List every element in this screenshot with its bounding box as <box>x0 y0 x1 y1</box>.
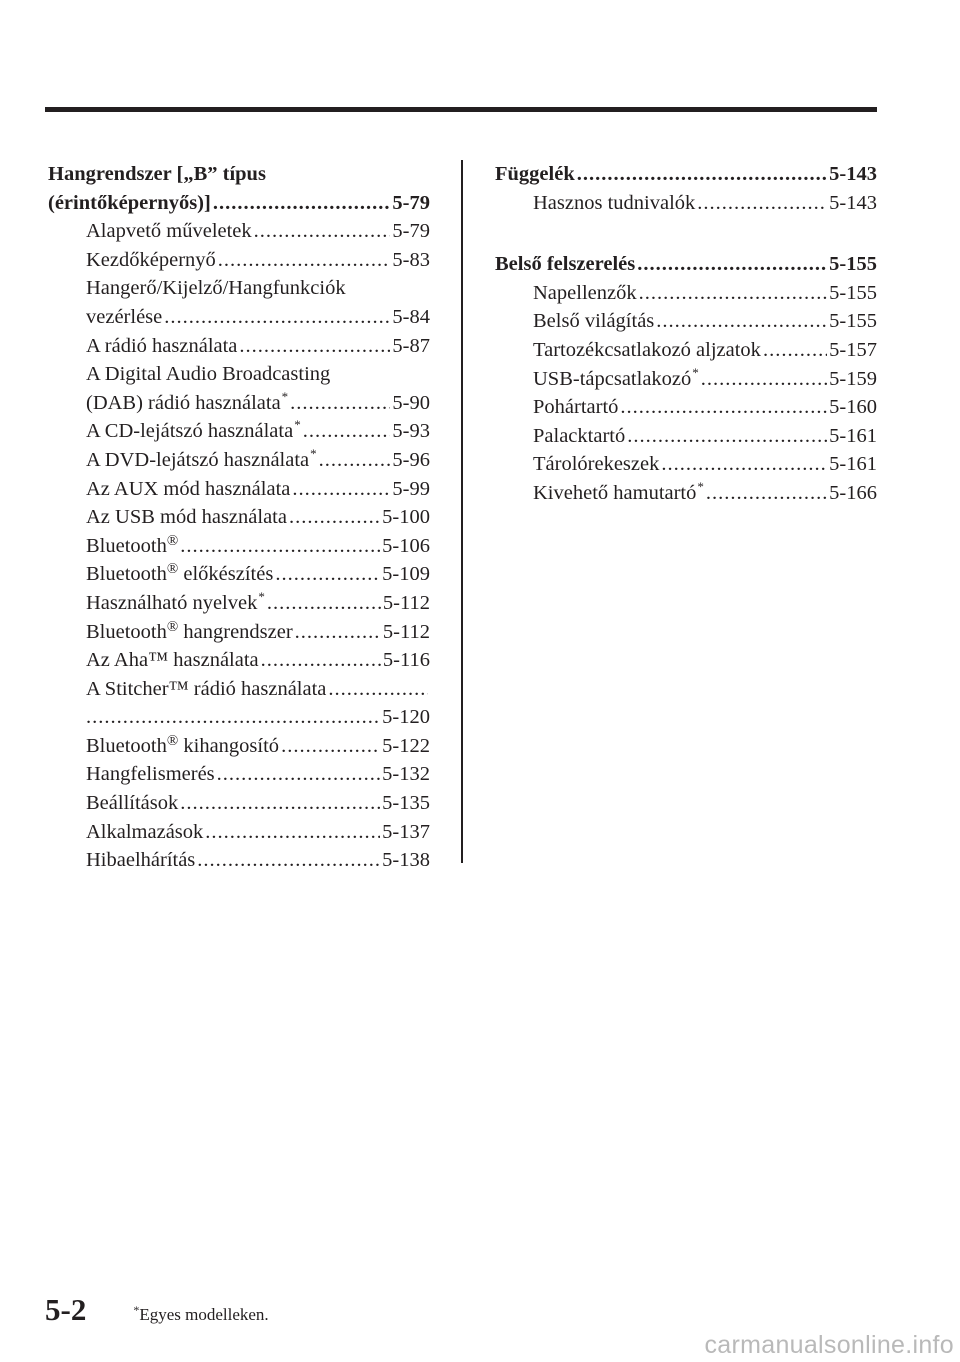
toc-entry[interactable]: Napellenzők ..... 5-155 <box>495 279 877 308</box>
page-footer <box>45 1292 269 1328</box>
footnote-marker: * <box>258 588 265 604</box>
toc-section-heading[interactable]: Függelék ..... 5-143 <box>495 160 877 189</box>
toc-entry[interactable]: Kivehető hamutartó* ..... 5-166 <box>495 479 877 508</box>
toc-entry[interactable]: Az USB mód használata ..... 5-100 <box>48 503 430 532</box>
toc-entry[interactable]: Bluetooth® ..... 5-106 <box>48 532 430 561</box>
footnote-marker: * <box>281 388 289 404</box>
toc-entry[interactable]: Bluetooth® előkészítés ..... 5-109 <box>48 560 430 589</box>
toc-section-heading[interactable]: (érintőképernyős)] ..... 5-79 <box>48 189 430 218</box>
toc-entry[interactable]: (DAB) rádió használata* ..... 5-90 <box>48 389 430 418</box>
toc-entry[interactable]: Bluetooth® hangrendszer ..... 5-112 <box>48 618 430 647</box>
toc-entry[interactable]: A Digital Audio Broadcasting <box>86 363 331 386</box>
registered-mark: ® <box>166 732 179 749</box>
toc-entry[interactable]: Az AUX mód használata ..... 5-99 <box>48 475 430 504</box>
toc-right-column <box>495 160 877 508</box>
footnote-marker: * <box>310 445 317 461</box>
footnote-marker: * <box>697 478 704 494</box>
toc-entry[interactable]: Az Aha™ használata ..... 5-116 <box>48 646 430 675</box>
toc-entry[interactable]: Pohártartó ..... 5-160 <box>495 393 877 422</box>
column-divider <box>461 160 463 863</box>
toc-section-heading[interactable]: Hangrendszer [„B” típus <box>48 163 266 185</box>
toc-entry[interactable]: Hibaelhárítás ..... 5-138 <box>48 846 430 875</box>
toc-entry[interactable]: Palacktartó ..... 5-161 <box>495 422 877 451</box>
footnote-marker: * <box>692 364 699 380</box>
toc-entry[interactable]: A DVD-lejátszó használata* ..... 5-96 <box>48 446 430 475</box>
toc-left-column <box>48 160 430 875</box>
watermark-link[interactable]: carmanualsonline.info <box>704 1331 954 1359</box>
footnote: *Egyes modelleken. <box>133 1303 269 1324</box>
toc-entry[interactable]: Tárolórekeszek ..... 5-161 <box>495 450 877 479</box>
registered-mark: ® <box>166 618 179 635</box>
registered-mark: ® <box>166 532 179 549</box>
toc-entry[interactable]: USB-tápcsatlakozó* ..... 5-159 <box>495 365 877 394</box>
toc-entry[interactable]: Alapvető műveletek ..... 5-79 <box>48 217 430 246</box>
toc-entry[interactable]: Hasznos tudnivalók ..... 5-143 <box>495 189 877 218</box>
toc-entry[interactable]: A Stitcher™ rádió használata ..... <box>48 675 430 704</box>
toc-entry[interactable]: Kezdőképernyő ..... 5-83 <box>48 246 430 275</box>
toc-entry[interactable]: Tartozékcsatlakozó aljzatok ..... 5-157 <box>495 336 877 365</box>
toc-entry[interactable]: Belső világítás ..... 5-155 <box>495 307 877 336</box>
toc-entry[interactable]: Bluetooth® kihangosító ..... 5-122 <box>48 732 430 761</box>
page-number: 5-2 <box>45 1292 87 1327</box>
toc-entry[interactable]: Alkalmazások ..... 5-137 <box>48 818 430 847</box>
header-rule <box>45 107 877 112</box>
footnote-marker: * <box>133 1303 140 1317</box>
toc-entry[interactable]: Beállítások ..... 5-135 <box>48 789 430 818</box>
toc-section-heading[interactable]: Belső felszerelés ..... 5-155 <box>495 250 877 279</box>
toc-entry[interactable]: Hangerő/Kijelző/Hangfunkciók <box>86 277 346 300</box>
toc-entry[interactable]: Használható nyelvek* ..... 5-112 <box>48 589 430 618</box>
footnote-marker: * <box>294 417 301 433</box>
toc-entry[interactable]: Hangfelismerés ..... 5-132 <box>48 760 430 789</box>
toc-entry[interactable]: A CD-lejátszó használata* ..... 5-93 <box>48 417 430 446</box>
toc-entry[interactable]: vezérlése ..... 5-84 <box>48 303 430 332</box>
toc-entry[interactable]: ..... 5-120 <box>48 703 430 732</box>
toc-entry[interactable]: A rádió használata ..... 5-87 <box>48 332 430 361</box>
registered-mark: ® <box>166 561 179 578</box>
